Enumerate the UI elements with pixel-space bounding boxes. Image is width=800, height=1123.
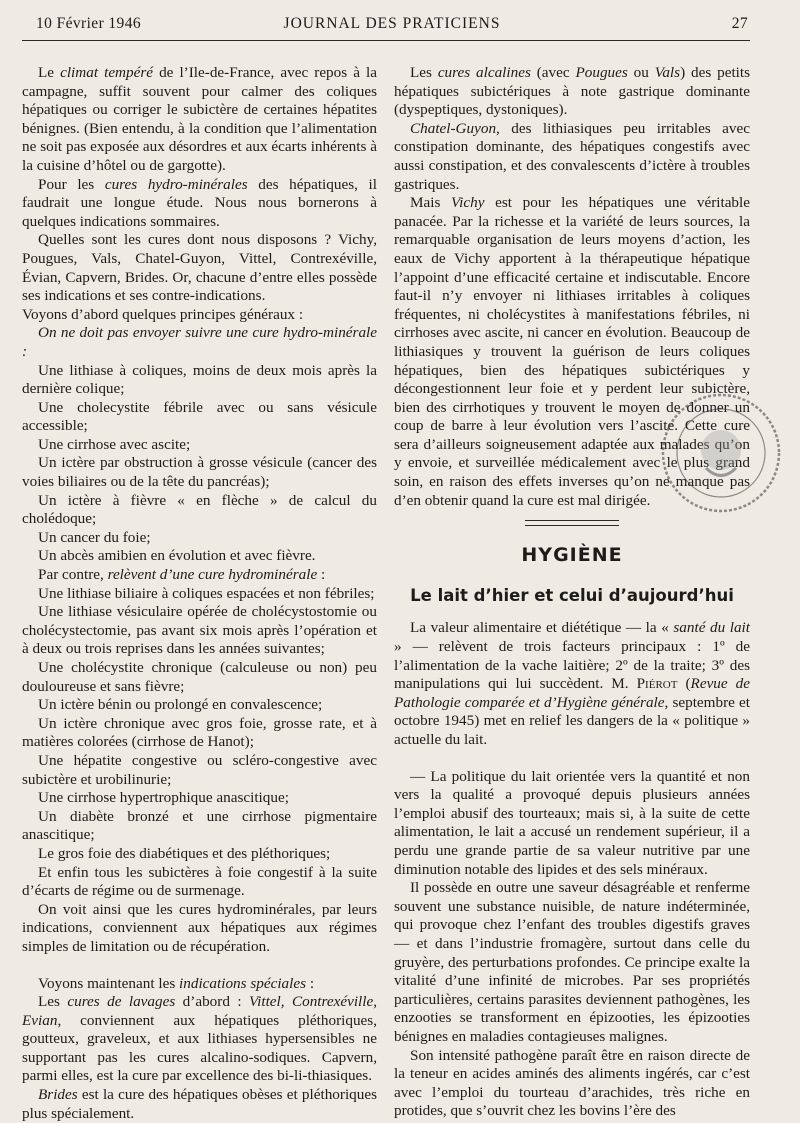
paragraph: Pour les cures hydro-minérales des hépatiques, il faudrait une longue étude. Nous nous bornerons à quelques indications sommaires.	[22, 175, 377, 230]
paragraph: Voyons maintenant les indications spéciales :	[38, 974, 315, 992]
journal-title: JOURNAL DES PRATICIENS	[283, 15, 501, 32]
list-item: Un ictère à fièvre « en flèche » de calcul du cholédoque;	[22, 491, 377, 528]
list-item: Un diabète bronzé et une cirrhose pigmentaire anascitique;	[22, 807, 377, 844]
paragraph: Quelles sont les cures dont nous disposons ? Vichy, Pougues, Vals, Chatel-Guyon, Vittel, Contrexéville, Évian, Capvern, Brides. Or, chacune d’entre elles possède ses indications et ses contre-indications.	[22, 231, 377, 305]
section-divider	[525, 520, 619, 526]
paragraph: — La politique du lait orientée vers la quantité et non vers la qualité a provoqué depuis plusieurs années l’emploi abusif des tourteaux; mais si, à la suite de cette alimentation, le lait a accusé un rendement supérieur, il a perdu une grande partie de sa valeur nutritive par une diminution notable des lipides et des sels minéraux.	[394, 767, 750, 878]
paragraph: Voyons d’abord quelques principes généraux :	[22, 305, 304, 323]
paragraph: On voit ainsi que les cures hydrominérales, par leurs indications, conviennent aux hépatiques aux régimes simples de limitation ou de récupération.	[22, 900, 377, 955]
paragraph: Brides est la cure des hépatiques obèses et pléthoriques plus spécialement.	[22, 1086, 377, 1122]
list-item: Le gros foie des diabétiques et des pléthoriques;	[38, 844, 331, 862]
list-item: Une cirrhose avec ascite;	[38, 435, 191, 453]
list-item: Une lithiase vésiculaire opérée de cholécystostomie ou cholécystectomie, pas avant six mois après l’opération et à deux ou trois reprises dans les années suivantes;	[22, 603, 377, 658]
paragraph: On ne doit pas envoyer suivre une cure hydro-minérale :	[22, 324, 377, 360]
section-heading: HYGIÈNE	[521, 544, 623, 567]
list-item: Et enfin tous les subictères à foie congestif à la suite d’écarts de régime ou de surmenage.	[22, 863, 377, 900]
paragraph: Son intensité pathogène paraît être en raison directe de la teneur en acides aminés des aliments ingérés, car c’est avec l’emploi du tourteau d’arachides, très riche en protides, que s’ouvrit chez les bovins l’ère des	[394, 1046, 750, 1120]
paragraph: La valeur alimentaire et diététique — la « santé du lait » — relèvent de trois facteurs principaux : 1º de l’alimentation de la vache laitière; 2º de la traite; 3º des manipulations qui lui succèdent. M. Piérot (Revue de Pathologie comparée et d’Hygiène générale, septembre et octobre 1945) met en relief les dangers de la « politique » actuelle du lait.	[394, 619, 751, 748]
paragraph: Le climat tempéré de l’Ile-de-France, avec repos à la campagne, suffit souvent pour calmer des coliques hépatiques ou corriger le subictère de certaines hépatites bénignes. (Bien entendu, à la condition que l’alimentation ne soit pas exposée aux désordres et aux écarts inhérents à la cuisine d’hôtel ou de gargotte).	[22, 64, 377, 174]
right-column	[394, 64, 750, 1121]
list-item: Un abcès amibien en évolution et avec fièvre.	[38, 547, 316, 565]
paragraph: Il possède en outre une saveur désagréable et renferme souvent une substance nuisible, de nature indéterminée, qui provoque chez l’enfant des troubles digestifs graves — et dans l’industrie fromagère, surtout dans celle du gruyère, des perturbations profondes. Ce principe exalte la vitalité d’une infinité de microbes. Par ses propriétés particulières, certains parasites deviennent pathogènes, les enzooties se transforment en épizooties, les épizooties bénignes en maladies contagieuses malignes.	[394, 879, 750, 1045]
list-item: Un ictère par obstruction à grosse vésicule (cancer des voies biliaires ou de la tête du pancréas);	[22, 454, 377, 491]
paragraph: Par contre, relèvent d’une cure hydrominérale :	[38, 566, 326, 584]
paragraph: Les cures de lavages d’abord : Vittel, Contrexéville, Evian, conviennent aux hépatiques pléthoriques, goutteux, graveleux, et aux lithiases hypersensibles ne supportant pas les cures alcalino-sodiques. Capvern, parmi elles, est la cure par excellence des bi-li-thiasiques.	[22, 993, 378, 1085]
paragraph: Les cures alcalines (avec Pougues ou Vals) des petits hépatiques subictériques à note gastrique dominante (dyspeptiques, dystoniques).	[394, 64, 751, 119]
list-item: Une hépatite congestive ou scléro-congestive avec subictère et urobilinurie;	[22, 751, 377, 788]
list-item: Un cancer du foie;	[38, 528, 151, 546]
issue-date: 10 Février 1946	[36, 15, 142, 32]
paragraph: Chatel-Guyon, des lithiasiques peu irritables avec constipation dominante, des hépatiques congestifs avec aussi constipation, et des convalescents d’ictère à troubles gastriques.	[394, 119, 750, 193]
paragraph: Mais Vichy est pour les hépatiques une véritable panacée. Par la richesse et la variété de leurs sources, la remarquable organisation de leurs moyens d’action, les eaux de Vichy apportent à la thérapeutique hépatique l’appoint d’une efficacité certaine et indiscutable. Encore faut-il n’y envoyer ni lithiases irritables à coliques fréquentes, ni cholécystites à manifestations fébriles, ni cirrhoses avec ascite, ni cancer en évolution. Beaucoup de lithiasiques y trouvent la guérison de leurs coliques hépatiques, bien des hépatiques subictériques y décongestionnent leur foie et y perdent leur subictère, bien des cirrhotiques y trouvent le moyen de donner un coup de barre à leur évolution vers l’ascite. Cette cure sera d’ailleurs soigneusement adaptée aux malades qu’on y envoie, et surveillée médicalement avec le plus grand soin, en raison des effets inverses qu’on ne manque pas d’en obtenir quand la cure est mal dirigée.	[394, 194, 750, 509]
list-item: Une cholécystite chronique (calculeuse ou non) peu douloureuse et sans fièvre;	[22, 659, 377, 695]
list-item: Une lithiase à coliques, moins de deux mois après la dernière colique;	[22, 361, 377, 398]
list-item: Un ictère chronique avec gros foie, grosse rate, et à matières colorées (cirrhose de Hanot);	[22, 714, 377, 751]
article-title: Le lait d’hier et celui d’aujourd’hui	[410, 585, 734, 605]
left-column	[22, 64, 377, 1123]
list-item: Une lithiase biliaire à coliques espacées et non fébriles;	[38, 584, 375, 602]
running-header	[36, 15, 748, 41]
page-number: 27	[731, 15, 748, 32]
list-item: Une cholecystite fébrile avec ou sans vésicule accessible;	[22, 398, 377, 435]
list-item: Un ictère bénin ou prolongé en convalescence;	[38, 696, 323, 714]
library-stamp	[656, 388, 786, 518]
header-rule	[22, 40, 750, 41]
list-item: Une cirrhose hypertrophique anascitique;	[38, 789, 289, 807]
